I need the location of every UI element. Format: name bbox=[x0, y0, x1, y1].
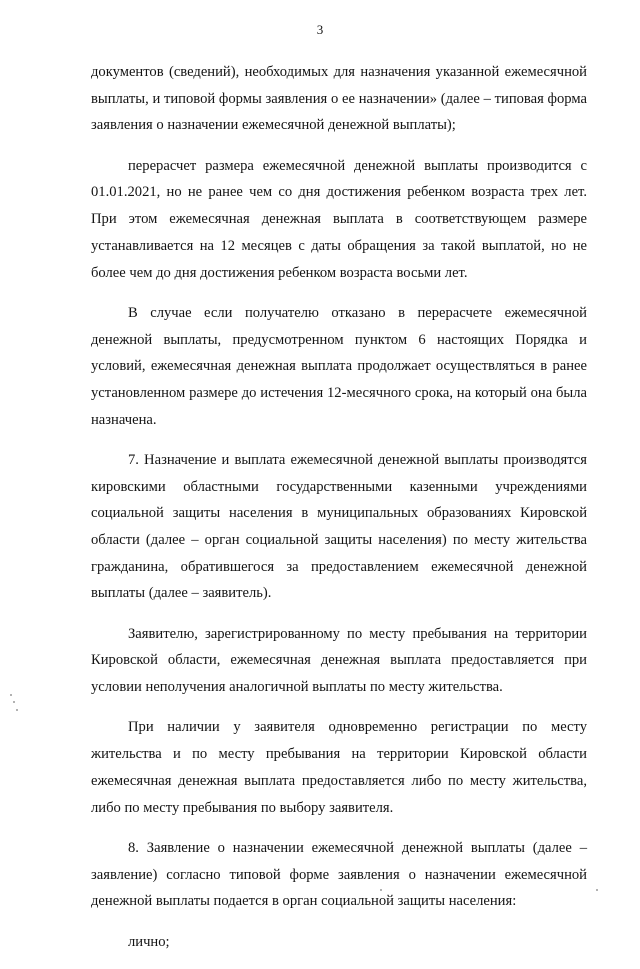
paragraph-dual-registration: При наличии у заявителя одновременно регистрации по месту жительства и по месту пребывания на территории Кировской области ежемесячная денежная выплата предоставляется либо по месту жительства, либо по месту пребывания по выбору заявителя. bbox=[91, 719, 587, 816]
paragraph-continuation: документов (сведений), необходимых для назначения указанной ежемесячной выплаты, и типовой формы заявления о ее назначении» (далее – типовая форма заявления о назначении ежемесячной денежной выплаты); bbox=[91, 64, 587, 134]
paragraph-recalculation: перерасчет размера ежемесячной денежной выплаты производится с 01.01.2021, но не ранее чем со дня достижения ребенком возраста трех лет. При этом ежемесячная денежная выплата в соответствующем размере устанавливается на 12 месяцев с даты обращения за такой выплатой, но не более чем до дня достижения ребенком возраста восьми лет. bbox=[91, 157, 587, 281]
paragraph-in-person: лично; bbox=[128, 933, 170, 950]
paragraph-item-7: 7. Назначение и выплата ежемесячной денежной выплаты производятся кировскими областными государственными казенными учреждениями социальной защиты населения в муниципальных образованиях Кировской области (далее – орган социальной защиты населения) по месту жительства гражданина, обратившегося за предоставлением ежемесячной денежной выплаты (далее – заявитель). bbox=[91, 451, 587, 602]
document-body bbox=[91, 59, 587, 969]
page-number: 3 bbox=[316, 22, 324, 37]
scan-artifact bbox=[380, 889, 382, 891]
scan-artifact bbox=[16, 709, 18, 711]
paragraph-item-8: 8. Заявление о назначении ежемесячной денежной выплаты (далее – заявление) согласно типовой форме заявления о назначении ежемесячной денежной выплаты подается в орган социальной защиты населения: bbox=[91, 839, 587, 910]
scan-artifact bbox=[13, 701, 15, 703]
paragraph-temporary-registration: Заявителю, зарегистрированному по месту пребывания на территории Кировской области, ежемесячная денежная выплата предоставляется при условии неполучения аналогичной выплаты по месту жительства. bbox=[91, 625, 587, 696]
paragraph-refusal: В случае если получателю отказано в перерасчете ежемесячной денежной выплаты, предусмотренном пунктом 6 настоящих Порядка и условий, ежемесячная денежная выплата продолжает осуществляться в ранее установленном размере до истечения 12-месячного срока, на который она была назначена. bbox=[91, 304, 587, 428]
scan-artifact bbox=[10, 694, 12, 696]
scan-artifact bbox=[596, 889, 598, 891]
